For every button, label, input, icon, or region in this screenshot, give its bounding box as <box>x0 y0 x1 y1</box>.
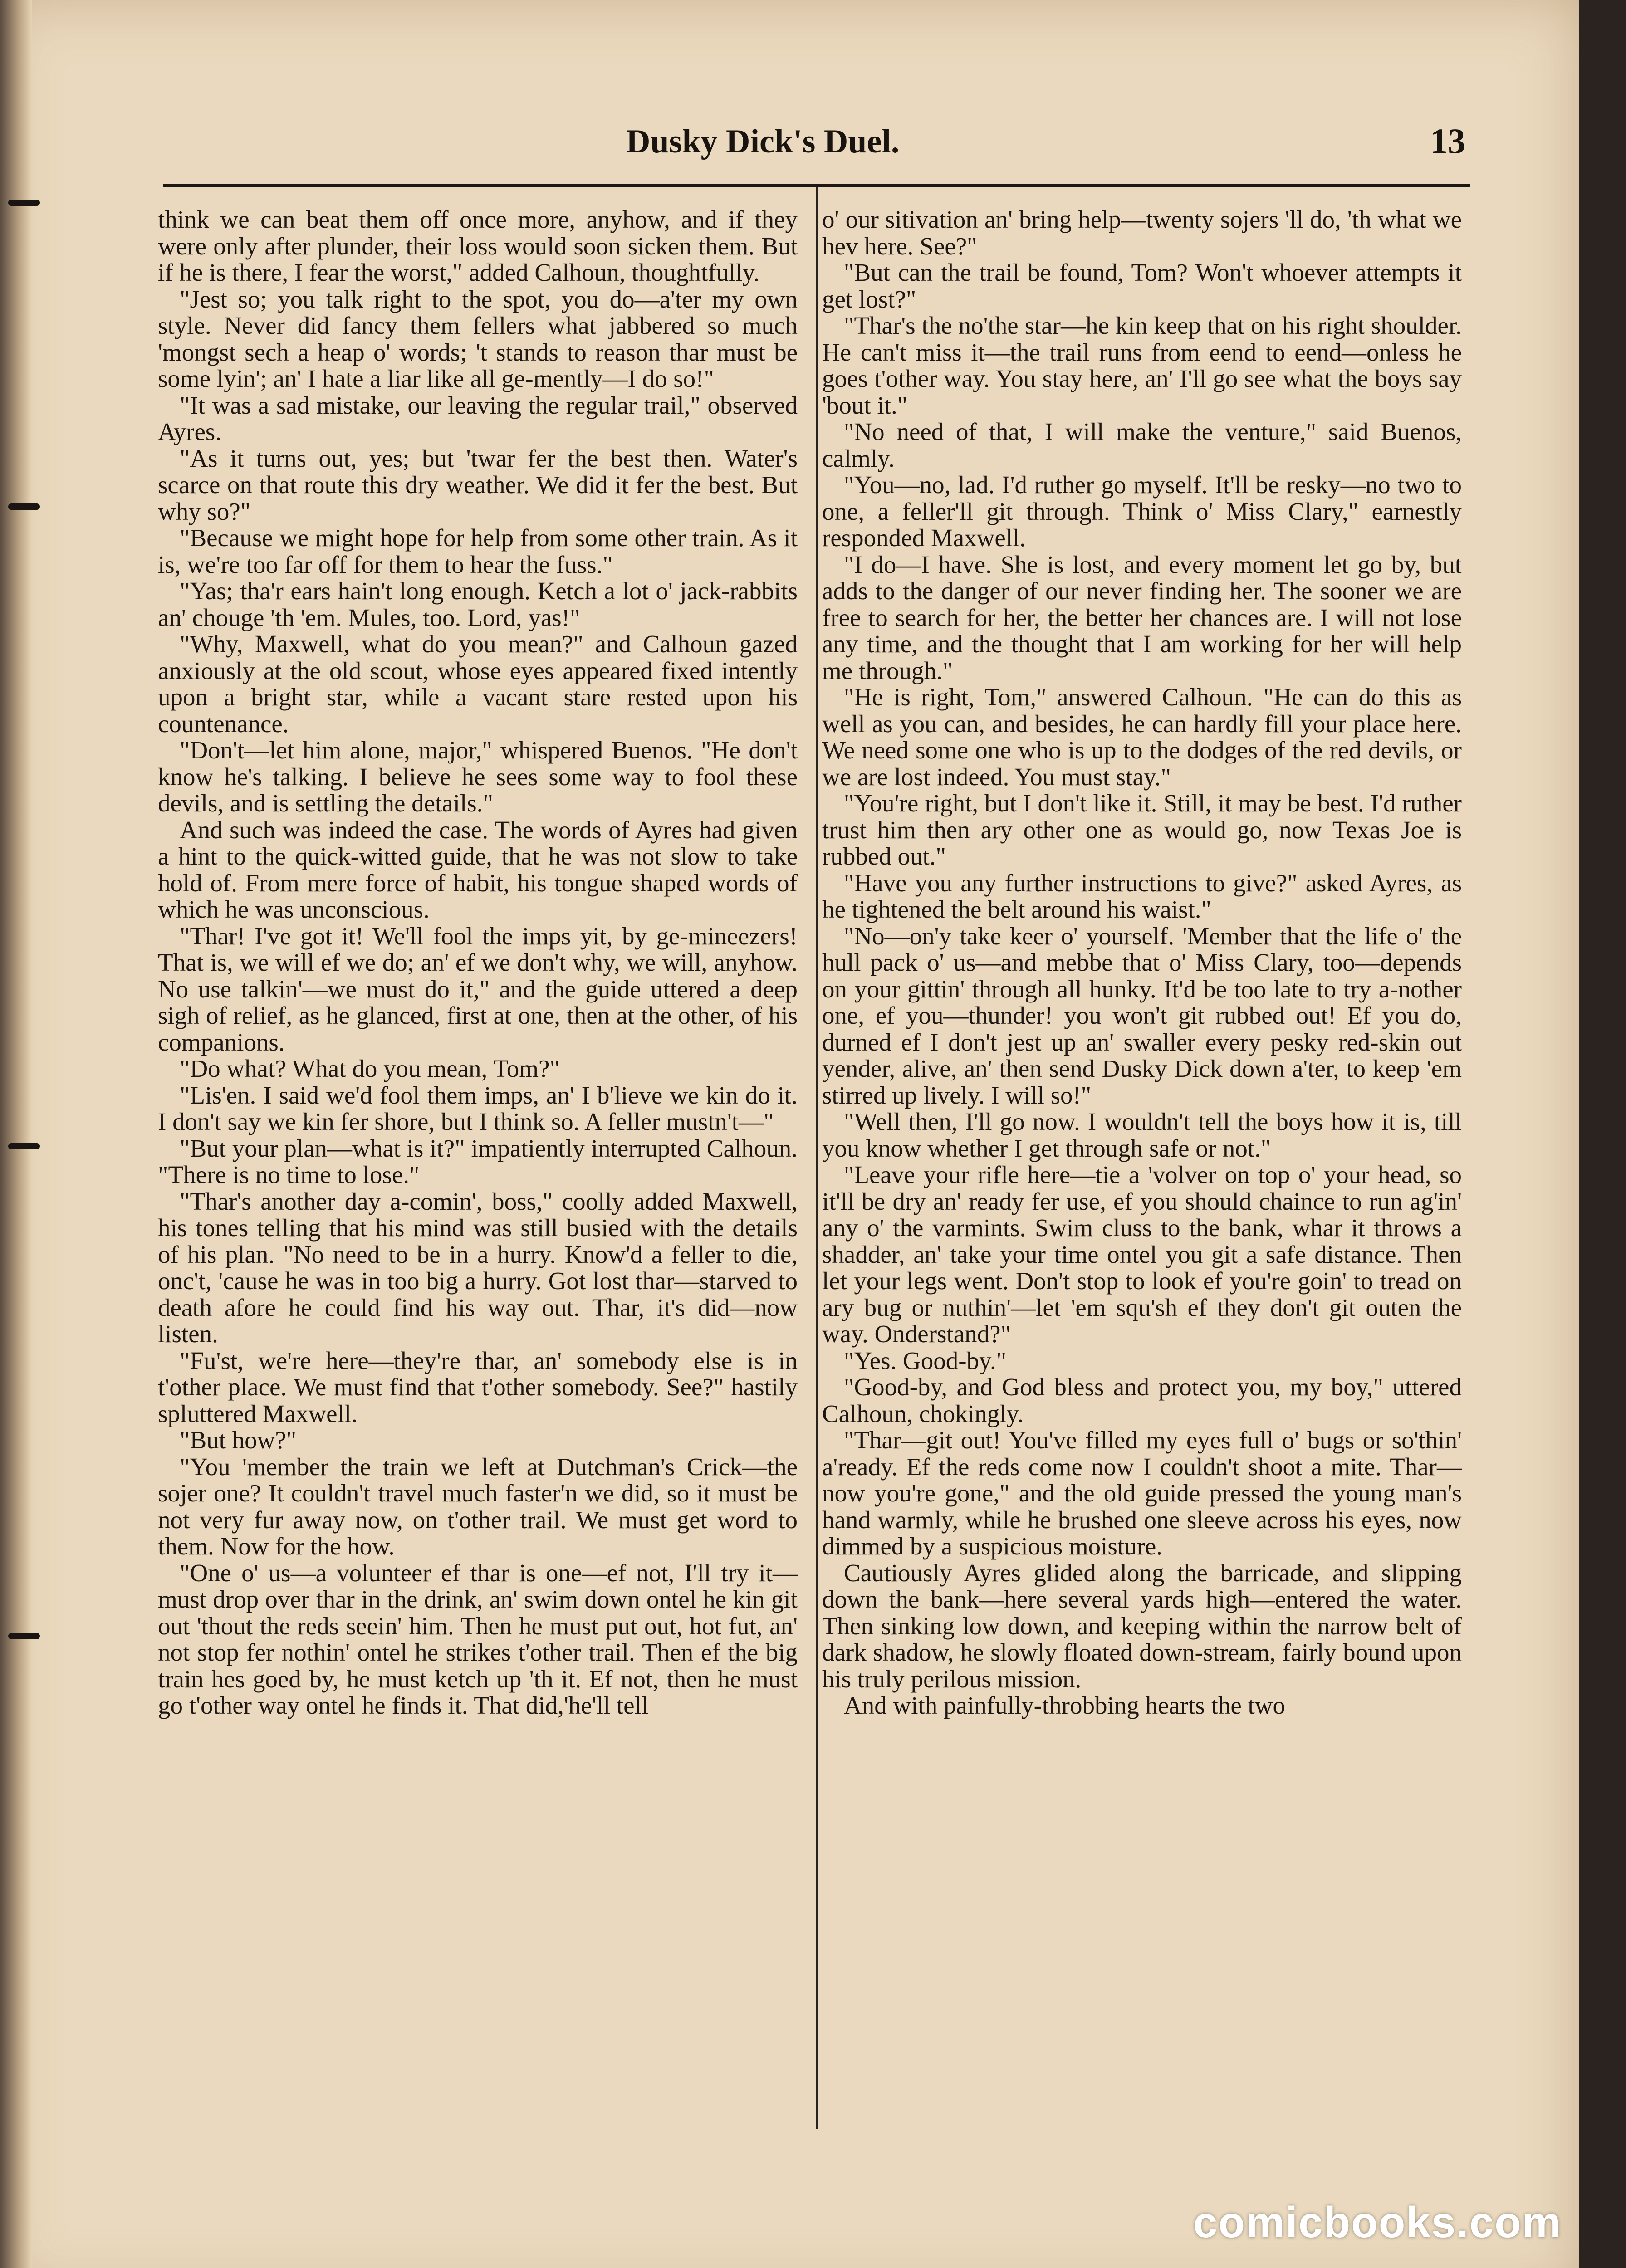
header-rule <box>163 184 1470 187</box>
paragraph: "Have you any further instructions to give?" asked Ayres, as he tightened the belt around his waist." <box>822 869 1462 923</box>
binding-staple <box>8 200 40 206</box>
paragraph: "Lis'en. I said we'd fool them imps, an' I b'lieve we kin do it. I don't say we kin fer shore, but I think so. A feller mustn't—" <box>158 1081 798 1135</box>
paragraph: "Why, Maxwell, what do you mean?" and Calhoun gazed anxiously at the old scout, whose eyes appeared fixed intently upon a bright star, while a vacant stare rested upon his countenance. <box>158 630 798 738</box>
paragraph: "Thar! I've got it! We'll fool the imps yit, by ge-mineezers! That is, we will ef we do; an' ef we don't why, we will, anyhow. No use talkin'—we must do it," and the guide uttered a deep sigh of relief, as he glanced, first at one, then at the other, of his companions. <box>158 922 798 1056</box>
right-column <box>822 206 1462 2134</box>
paragraph: "One o' us—a volunteer ef thar is one—ef not, I'll try it—must drop over thar in the drink, an' swim down ontel he kin git out 'thout the reds seein' him. Then he must put out, hot fut, an' not stop fer nothin' ontel he strikes t'other trail. Then ef the big train hes goed by, he must ketch up 'th it. Ef not, then he must go t'other way ontel he finds it. That did,'he'll tell <box>158 1559 798 1719</box>
paragraph: o' our sitivation an' bring help—twenty sojers 'll do, 'th what we hev here. See?" <box>822 206 1462 260</box>
paragraph: "He is right, Tom," answered Calhoun. "He can do this as well as you can, and besides, he can hardly fill your place here. We need some one who is up to the dodges of the red devils, or we are lost indeed. You must stay." <box>822 683 1462 791</box>
running-title: Dusky Dick's Duel. <box>626 123 900 160</box>
paragraph: Cautiously Ayres glided along the barricade, and slipping down the bank—here several yards high—entered the water. Then sinking low down, and keeping within the narrow belt of dark shadow, he slowly floated down-stream, fairly bound upon his truly perilous mission. <box>822 1559 1462 1693</box>
paragraph: "But your plan—what is it?" impatiently interrupted Calhoun. "There is no time to lose." <box>158 1134 798 1188</box>
column-divider <box>816 187 818 2129</box>
paragraph: "Yas; tha'r ears hain't long enough. Ketch a lot o' jack-rabbits an' chouge 'th 'em. Mules, too. Lord, yas!" <box>158 577 798 631</box>
paragraph: "You're right, but I don't like it. Still, it may be best. I'd ruther trust him then ary other one as would go, now Texas Joe is rubbed out." <box>822 789 1462 870</box>
site-watermark: comicbooks.com <box>1193 2198 1562 2247</box>
paragraph: "Good-by, and God bless and protect you, my boy," uttered Calhoun, chokingly. <box>822 1373 1462 1427</box>
binding-edge <box>0 0 32 2268</box>
paragraph: "But can the trail be found, Tom? Won't whoever attempts it get lost?" <box>822 259 1462 313</box>
paragraph: "Don't—let him alone, major," whispered Buenos. "He don't know he's talking. I believe he sees some way to fool these devils, and is settling the details." <box>158 736 798 817</box>
paragraph: And such was indeed the case. The words of Ayres had given a hint to the quick-witted guide, that he was not slow to take hold of. From mere force of habit, his tongue shaped words of which he was unconscious. <box>158 816 798 923</box>
paragraph: "Fu'st, we're here—they're thar, an' somebody else is in t'other place. We must find that t'other somebody. See?" hastily spluttered Maxwell. <box>158 1346 798 1427</box>
paragraph: And with painfully-throbbing hearts the two <box>844 1691 1286 1719</box>
paragraph: "It was a sad mistake, our leaving the regular trail," observed Ayres. <box>158 391 798 445</box>
paragraph: "Leave your rifle here—tie a 'volver on top o' your head, so it'll be dry an' ready fer use, ef you should chaince to run ag'in' any o' the varmints. Swim cluss to the bank, whar it throws a shadder, an' take your time ontel you git a safe distance. Then let your legs went. Don't stop to look ef you're goin' to tread on ary bug or nuthin'—let 'em squ'sh ef they don't git outen the way. Onderstand?" <box>822 1161 1462 1348</box>
paragraph: "Well then, I'll go now. I wouldn't tell the boys how it is, till you know whether I get through safe or not." <box>822 1108 1462 1162</box>
paragraph: "Because we might hope for help from some other train. As it is, we're too far off for them to hear the fuss." <box>158 524 798 578</box>
binding-staple <box>8 1143 40 1149</box>
paragraph: "Thar's the no'the star—he kin keep that on his right shoulder. He can't miss it—the trail runs from eend to eend—onless he goes t'other way. You stay here, an' I'll go see what the boys say 'bout it." <box>822 312 1462 419</box>
page-number: 13 <box>1430 121 1465 161</box>
paragraph: "I do—I have. She is lost, and every moment let go by, but adds to the danger of our never finding her. The sooner we are free to search for her, the better her chances are. I will not lose any time, and the thought that I am working for her will help me through." <box>822 550 1462 684</box>
binding-staple <box>8 1633 40 1639</box>
paragraph: "No—on'y take keer o' yourself. 'Member that the life o' the hull pack o' us—and mebbe that o' Miss Clary, too—depends on your gittin' through all hunky. It'd be too late to try a-nother one, ef you—thunder! you won't git rubbed out! Ef you do, durned ef I don't jest up an' swaller every pesky red-skin out yender, alive, an' then send Dusky Dick down a'ter, to keep 'em stirred up lively. I will so!" <box>822 922 1462 1109</box>
binding-staple <box>8 503 40 510</box>
paragraph: "You—no, lad. I'd ruther go myself. It'll be resky—no two to one, a feller'll git through. Think o' Miss Clary," earnestly responded Maxwell. <box>822 471 1462 552</box>
paragraph: "Thar—git out! You've filled my eyes full o' bugs or so'thin' a'ready. Ef the reds come now I couldn't shoot a mite. Thar—now you're gone," and the old guide pressed the young man's hand warmly, while he brushed one sleeve across his eyes, now dimmed by a suspicious moisture. <box>822 1426 1462 1560</box>
paragraph: "Yes. Good-by." <box>844 1346 1007 1374</box>
paragraph: "Jest so; you talk right to the spot, you do—a'ter my own style. Never did fancy them fellers what jabbered so much 'mongst sech a heap o' words; 't stands to reason thar must be some lyin'; an' I hate a liar like all ge-mently—I do so!" <box>158 285 798 392</box>
paragraph: "You 'member the train we left at Dutchman's Crick—the sojer one? It couldn't travel much faster'n we did, so it must be not very fur away now, on t'other trail. We must get word to them. Now for the how. <box>158 1452 798 1560</box>
running-header <box>626 122 1465 172</box>
paragraph: "No need of that, I will make the venture," said Buenos, calmly. <box>822 418 1462 472</box>
paragraph: think we can beat them off once more, anyhow, and if they were only after plunder, their loss would soon sicken them. But if he is there, I fear the worst," added Calhoun, thoughtfully. <box>158 206 798 286</box>
left-column <box>158 206 798 2134</box>
paragraph: "But how?" <box>180 1426 297 1454</box>
paragraph: "Do what? What do you mean, Tom?" <box>180 1055 560 1082</box>
paragraph: "Thar's another day a-comin', boss," coolly added Maxwell, his tones telling that his mind was still busied with the details of his plan. "No need to be in a hurry. Know'd a feller to die, onc't, 'cause he was in too big a hurry. Got lost thar—starved to death afore he could find his way out. Thar, it's did—now listen. <box>158 1187 798 1348</box>
paragraph: "As it turns out, yes; but 'twar fer the best then. Water's scarce on that route this dry weather. We did it fer the best. But why so?" <box>158 444 798 525</box>
